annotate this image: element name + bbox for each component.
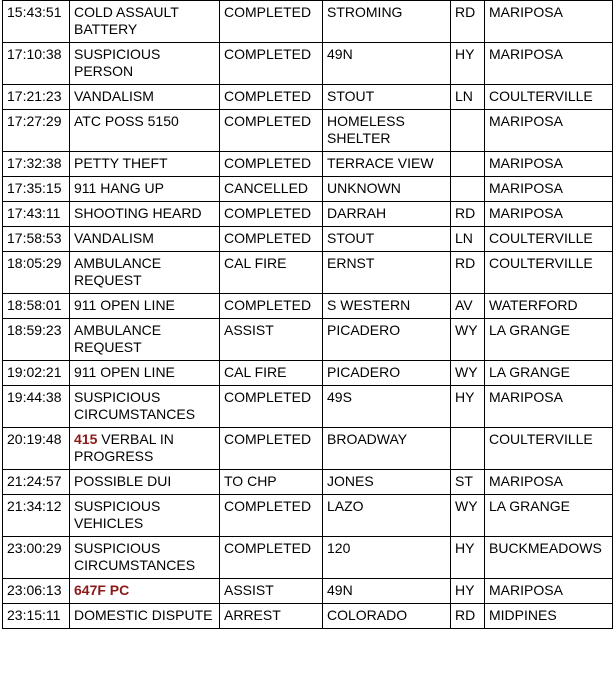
street-suffix-cell: ST — [451, 470, 485, 495]
incident-cell — [70, 386, 220, 428]
table-row — [3, 152, 613, 177]
time-cell: 17:27:29 — [3, 110, 70, 152]
status-cell: COMPLETED — [220, 386, 323, 428]
table-row — [3, 495, 613, 537]
incident-text: SUSPICIOUS CIRCUMSTANCES — [74, 389, 196, 422]
table-row — [3, 110, 613, 152]
street-suffix-cell: WY — [451, 495, 485, 537]
incident-text: AMBULANCE REQUEST — [74, 322, 162, 355]
street-cell: STOUT — [323, 85, 451, 110]
street-cell: BROADWAY — [323, 428, 451, 470]
status-cell: CAL FIRE — [220, 361, 323, 386]
incident-cell — [70, 252, 220, 294]
incident-text: POSSIBLE DUI — [74, 473, 172, 489]
status-cell: ARREST — [220, 604, 323, 629]
call-log-body — [3, 1, 613, 629]
time-cell: 19:44:38 — [3, 386, 70, 428]
street-suffix-cell — [451, 152, 485, 177]
status-cell: COMPLETED — [220, 1, 323, 43]
city-cell: MARIPOSA — [485, 110, 613, 152]
street-cell: DARRAH — [323, 202, 451, 227]
status-cell: COMPLETED — [220, 294, 323, 319]
street-suffix-cell: AV — [451, 294, 485, 319]
status-cell: CANCELLED — [220, 177, 323, 202]
status-cell: ASSIST — [220, 579, 323, 604]
incident-cell — [70, 428, 220, 470]
street-suffix-cell: LN — [451, 85, 485, 110]
city-cell: COULTERVILLE — [485, 227, 613, 252]
status-cell: COMPLETED — [220, 152, 323, 177]
city-cell: LA GRANGE — [485, 495, 613, 537]
time-cell: 17:32:38 — [3, 152, 70, 177]
street-suffix-cell: HY — [451, 579, 485, 604]
street-cell: LAZO — [323, 495, 451, 537]
street-cell: PICADERO — [323, 319, 451, 361]
incident-cell — [70, 227, 220, 252]
incident-cell — [70, 604, 220, 629]
incident-cell — [70, 43, 220, 85]
incident-cell — [70, 110, 220, 152]
incident-text: PETTY THEFT — [74, 155, 168, 171]
city-cell: COULTERVILLE — [485, 85, 613, 110]
time-cell: 17:43:11 — [3, 202, 70, 227]
time-cell: 15:43:51 — [3, 1, 70, 43]
incident-cell — [70, 319, 220, 361]
incident-text: VERBAL IN PROGRESS — [74, 431, 174, 464]
status-cell: TO CHP — [220, 470, 323, 495]
incident-text: SUSPICIOUS CIRCUMSTANCES — [74, 540, 196, 573]
time-cell: 18:05:29 — [3, 252, 70, 294]
incident-code: 415 — [74, 431, 98, 447]
street-suffix-cell: HY — [451, 386, 485, 428]
incident-cell — [70, 537, 220, 579]
table-row — [3, 428, 613, 470]
status-cell: CAL FIRE — [220, 252, 323, 294]
street-suffix-cell — [451, 428, 485, 470]
city-cell: LA GRANGE — [485, 361, 613, 386]
street-suffix-cell: WY — [451, 361, 485, 386]
incident-cell — [70, 202, 220, 227]
street-suffix-cell: RD — [451, 1, 485, 43]
time-cell: 17:58:53 — [3, 227, 70, 252]
street-suffix-cell: WY — [451, 319, 485, 361]
status-cell: COMPLETED — [220, 202, 323, 227]
incident-cell — [70, 1, 220, 43]
table-row — [3, 294, 613, 319]
status-cell: COMPLETED — [220, 43, 323, 85]
city-cell: MARIPOSA — [485, 177, 613, 202]
table-row — [3, 85, 613, 110]
incident-text: 911 OPEN LINE — [74, 297, 175, 313]
incident-text: COLD ASSAULT BATTERY — [74, 4, 179, 37]
street-cell: HOMELESS SHELTER — [323, 110, 451, 152]
time-cell: 21:24:57 — [3, 470, 70, 495]
city-cell: MARIPOSA — [485, 1, 613, 43]
status-cell: ASSIST — [220, 319, 323, 361]
incident-cell — [70, 470, 220, 495]
table-row — [3, 386, 613, 428]
status-cell: COMPLETED — [220, 495, 323, 537]
city-cell: BUCKMEADOWS — [485, 537, 613, 579]
incident-text: VANDALISM — [74, 230, 154, 246]
table-row — [3, 319, 613, 361]
incident-text: VANDALISM — [74, 88, 154, 104]
table-row — [3, 43, 613, 85]
incident-cell — [70, 294, 220, 319]
city-cell: MARIPOSA — [485, 579, 613, 604]
incident-text: 911 HANG UP — [74, 180, 164, 196]
time-cell: 19:02:21 — [3, 361, 70, 386]
time-cell: 21:34:12 — [3, 495, 70, 537]
street-cell: 49S — [323, 386, 451, 428]
incident-code: 647F PC — [74, 582, 130, 598]
street-cell: ERNST — [323, 252, 451, 294]
city-cell: MARIPOSA — [485, 202, 613, 227]
table-row — [3, 470, 613, 495]
time-cell: 17:21:23 — [3, 85, 70, 110]
time-cell: 18:58:01 — [3, 294, 70, 319]
street-suffix-cell: HY — [451, 537, 485, 579]
status-cell: COMPLETED — [220, 85, 323, 110]
time-cell: 23:15:11 — [3, 604, 70, 629]
time-cell: 18:59:23 — [3, 319, 70, 361]
incident-cell — [70, 152, 220, 177]
time-cell: 23:00:29 — [3, 537, 70, 579]
time-cell: 17:35:15 — [3, 177, 70, 202]
street-cell: 49N — [323, 43, 451, 85]
incident-text: AMBULANCE REQUEST — [74, 255, 162, 288]
status-cell: COMPLETED — [220, 110, 323, 152]
street-cell: TERRACE VIEW — [323, 152, 451, 177]
street-suffix-cell: RD — [451, 604, 485, 629]
street-suffix-cell: RD — [451, 252, 485, 294]
incident-cell — [70, 85, 220, 110]
incident-cell — [70, 495, 220, 537]
incident-text: SHOOTING HEARD — [74, 205, 202, 221]
table-row — [3, 537, 613, 579]
time-cell: 23:06:13 — [3, 579, 70, 604]
status-cell: COMPLETED — [220, 227, 323, 252]
street-cell: JONES — [323, 470, 451, 495]
incident-cell — [70, 579, 220, 604]
street-cell: COLORADO — [323, 604, 451, 629]
incident-text: SUSPICIOUS PERSON — [74, 46, 161, 79]
table-row — [3, 1, 613, 43]
table-row — [3, 579, 613, 604]
table-row — [3, 202, 613, 227]
status-cell: COMPLETED — [220, 537, 323, 579]
city-cell: COULTERVILLE — [485, 428, 613, 470]
city-cell: MARIPOSA — [485, 386, 613, 428]
city-cell: MIDPINES — [485, 604, 613, 629]
street-suffix-cell — [451, 110, 485, 152]
city-cell: COULTERVILLE — [485, 252, 613, 294]
call-log-table — [2, 0, 613, 629]
street-cell: STOUT — [323, 227, 451, 252]
incident-cell — [70, 361, 220, 386]
incident-text: DOMESTIC DISPUTE — [74, 607, 213, 623]
incident-text: 911 OPEN LINE — [74, 364, 175, 380]
street-cell: PICADERO — [323, 361, 451, 386]
time-cell: 17:10:38 — [3, 43, 70, 85]
city-cell: WATERFORD — [485, 294, 613, 319]
street-cell: STROMING — [323, 1, 451, 43]
street-cell: UNKNOWN — [323, 177, 451, 202]
time-cell: 20:19:48 — [3, 428, 70, 470]
status-cell: COMPLETED — [220, 428, 323, 470]
incident-cell — [70, 177, 220, 202]
incident-text: SUSPICIOUS VEHICLES — [74, 498, 161, 531]
table-row — [3, 361, 613, 386]
city-cell: MARIPOSA — [485, 152, 613, 177]
city-cell: MARIPOSA — [485, 470, 613, 495]
city-cell: LA GRANGE — [485, 319, 613, 361]
street-cell: 120 — [323, 537, 451, 579]
table-row — [3, 227, 613, 252]
street-cell: S WESTERN — [323, 294, 451, 319]
table-row — [3, 252, 613, 294]
incident-text: ATC POSS 5150 — [74, 113, 179, 129]
table-row — [3, 177, 613, 202]
street-suffix-cell: RD — [451, 202, 485, 227]
city-cell: MARIPOSA — [485, 43, 613, 85]
street-suffix-cell: LN — [451, 227, 485, 252]
street-cell: 49N — [323, 579, 451, 604]
street-suffix-cell — [451, 177, 485, 202]
table-row — [3, 604, 613, 629]
street-suffix-cell: HY — [451, 43, 485, 85]
